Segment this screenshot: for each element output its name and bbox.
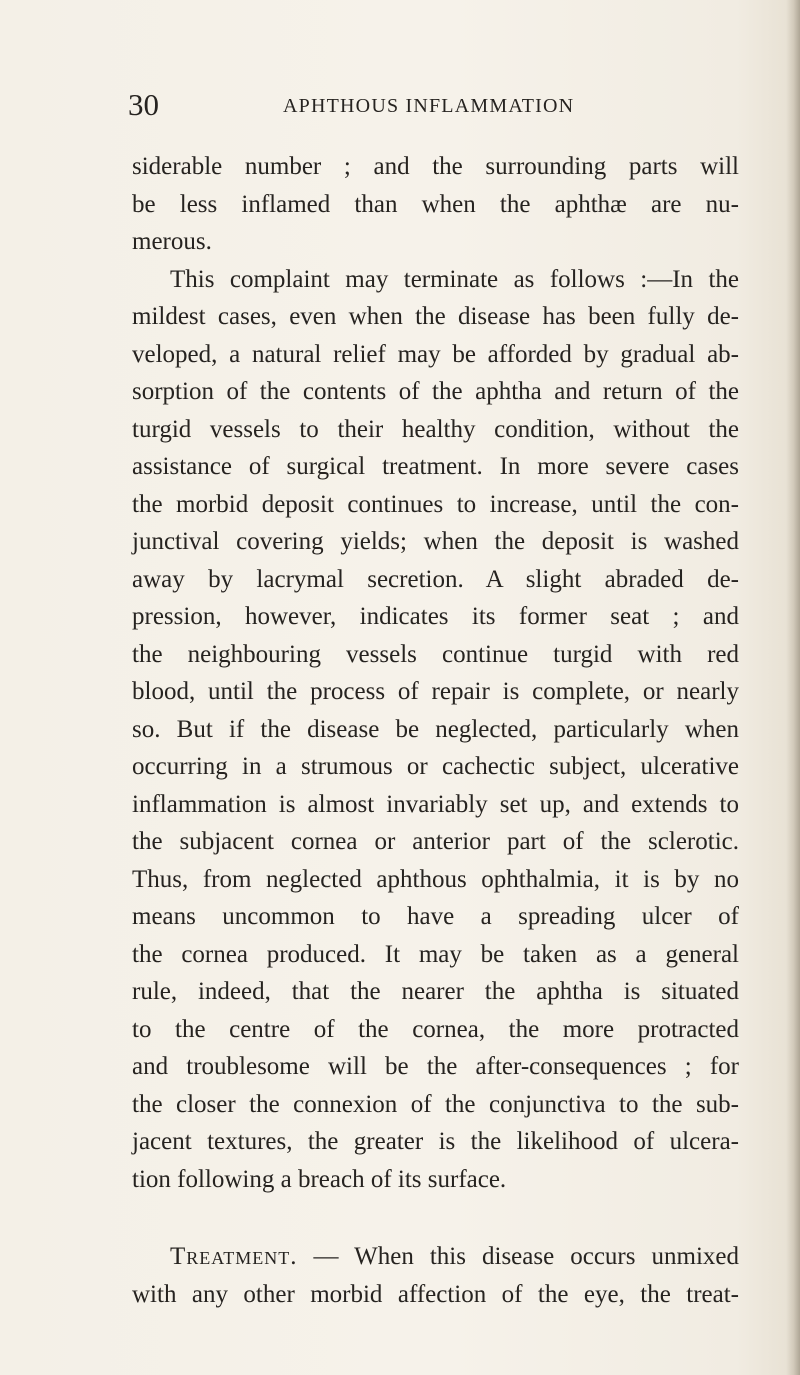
text-line: with any other morbid affection of the eye, the treat- [132,1280,739,1308]
text-line: Thus, from neglected aphthous ophthalmia, it is by no [132,865,739,893]
text-line: the closer the connexion of the conjunctiva to the sub- [132,1090,739,1118]
text-line: the cornea produced. It may be taken as a general [132,940,739,968]
text-line: siderable number ; and the surrounding parts will [132,153,739,180]
text-line: away by lacrymal secretion. A slight abraded de- [132,565,739,593]
text-line: turgid vessels to their healthy condition, without the [132,415,739,443]
text-line: This complaint may terminate as follows :—In the [170,265,739,293]
text-line: means uncommon to have a spreading ulcer of [132,903,739,930]
text-line: the subjacent cornea or anterior part of the sclerotic. [132,828,739,855]
text-line: occurring in a strumous or cachectic subject, ulcerative [132,753,739,780]
text-line: junctival covering yields; when the deposit is washed [132,528,739,555]
text-line: and troublesome will be the after-consequences ; for [132,1053,739,1080]
text-line: so. But if the disease be neglected, particularly when [132,715,739,743]
text-line: jacent textures, the greater is the likelihood of ulcera- [132,1128,739,1155]
text-line: tion following a breach of its surface. [132,1165,507,1193]
text-line: pression, however, indicates its former seat ; and [132,603,739,630]
text-line: rule, indeed, that the nearer the aphtha is situated [132,978,739,1005]
page-number: 30 [128,87,159,122]
text-line: mildest cases, even when the disease has been fully de- [132,303,739,330]
treatment-first-line-text: — When this disease occurs unmixed [297,1243,739,1270]
running-title: APHTHOUS INFLAMMATION [283,95,575,117]
page-edge-shadow [786,0,800,1375]
body-text [132,148,739,1313]
treatment-first-line [132,1238,739,1276]
treatment-heading: Treatment. [170,1243,298,1270]
text-line: to the centre of the cornea, the more protracted [132,1015,739,1043]
text-line: be less inflamed than when the aphthæ are nu- [132,190,739,218]
text-line: assistance of surgical treatment. In more severe cases [132,453,739,480]
text-line: the neighbouring vessels continue turgid with red [132,640,739,668]
text-line: the morbid deposit continues to increase, until the con- [132,490,739,518]
text-line: veloped, a natural relief may be afforded by gradual ab- [132,340,739,368]
text-line: inflammation is almost invariably set up, and extends to [132,790,739,818]
text-line: merous. [132,228,212,255]
running-head [128,88,728,122]
text-line: blood, until the process of repair is complete, or nearly [132,678,739,705]
text-line: sorption of the contents of the aphtha and return of the [132,378,739,405]
paragraph-gap [132,1198,739,1238]
